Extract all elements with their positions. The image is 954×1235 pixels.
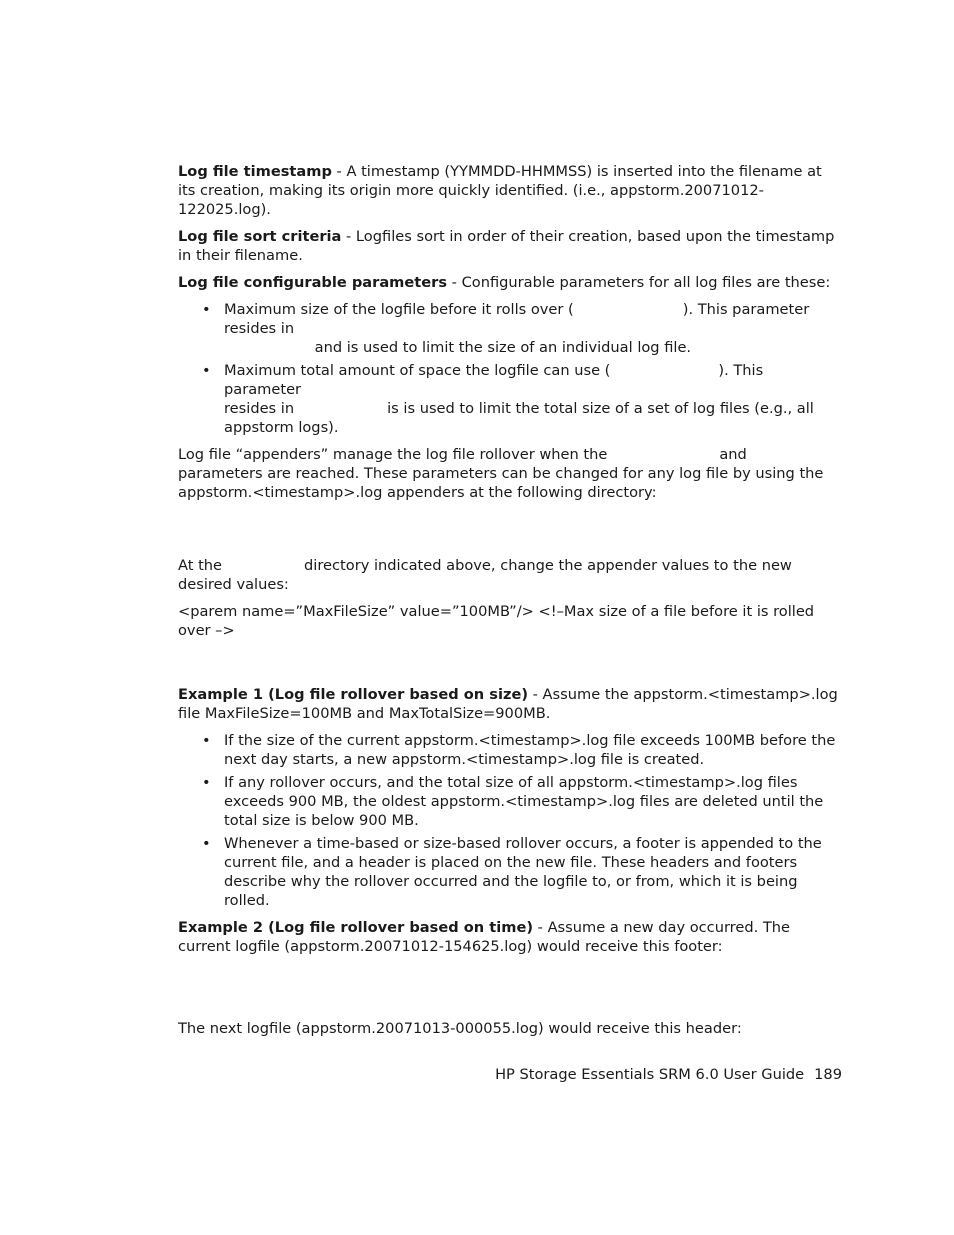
bullet: • [202, 732, 211, 749]
blank-directory-space [178, 510, 842, 556]
bullet: • [202, 362, 211, 379]
config-item1-before: Maximum size of the logfile before it rolls over ( [224, 301, 574, 318]
example2-text: - Assume a new day occurred. The current logfile (appstorm.20071012-154625.log) would receive this footer: [178, 919, 791, 955]
config-item2-before: Maximum total amount of space the logfile can use ( [224, 362, 611, 379]
at-the-paragraph [178, 556, 842, 594]
bullet: • [202, 774, 211, 791]
timestamp-paragraph [178, 162, 842, 219]
example1-bullet-text: Whenever a time-based or size-based rollover occurs, a footer is appended to the current file, and a header is placed on the new file. These headers and footers describe why the rollover occurred and the logfile to, or from, which it is being rolled. [224, 835, 822, 909]
list-item [178, 773, 842, 830]
config-item2-line2b: is is used to limit the total size of a set of log files (e.g., all appstorm logs). [224, 400, 814, 436]
appenders-paragraph [178, 445, 842, 502]
appenders-part2: and [719, 446, 747, 463]
configurable-label: Log file configurable parameters [178, 274, 448, 291]
page-number: 189 [814, 1066, 842, 1083]
next-logfile-paragraph: The next logfile (appstorm.20071013-000055.log) would receive this header: [178, 1020, 742, 1037]
timestamp-text: - A timestamp (YYMMDD-HHMMSS) is inserted into the filename at its creation, making its origin more quickly identified. (i.e., appstorm.20071012-122025.log). [178, 163, 822, 218]
config-item1-after: ). This parameter resides in [224, 301, 810, 337]
list-item [178, 361, 842, 437]
at-the-part2: directory indicated above, change the appender values to the new desired values: [178, 557, 792, 593]
example2-paragraph [178, 918, 842, 956]
appenders-part1: Log file “appenders” manage the log file rollover when the [178, 446, 608, 463]
sort-paragraph [178, 227, 842, 265]
sort-text: - Logfiles sort in order of their creation, based upon the timestamp in their filename. [178, 228, 835, 264]
example1-paragraph [178, 685, 842, 723]
config-item2-line2a: resides in [224, 400, 295, 417]
at-the-part1: At the [178, 557, 223, 574]
example1-list [178, 731, 842, 910]
timestamp-label: Log file timestamp [178, 163, 332, 180]
appenders-part3: parameters are reached. These parameters can be changed for any log file by using the appstorm.<timestamp>.log appenders at the following directory: [178, 465, 824, 501]
example1-bullet-text: If any rollover occurs, and the total size of all appstorm.<timestamp>.log files exceeds 900 MB, the oldest appstorm.<timestamp>.log files are deleted until the total size is below 900 MB. [224, 774, 824, 829]
example1-text: - Assume the appstorm.<timestamp>.log file MaxFileSize=100MB and MaxTotalSize=900MB. [178, 686, 838, 722]
page-footer [0, 1066, 842, 1083]
code-line: <parem name=”MaxFileSize” value=”100MB”/> <!–Max size of a file before it is rolled over –> [178, 603, 815, 639]
bullet: • [202, 301, 211, 318]
config-item2-after: ). This parameter [224, 362, 764, 398]
config-list [178, 300, 842, 437]
configurable-text: - Configurable parameters for all log files are these: [447, 274, 831, 291]
list-item [178, 834, 842, 910]
example1-bullet-text: If the size of the current appstorm.<timestamp>.log file exceeds 100MB before the next day starts, a new appstorm.<timestamp>.log file is created. [224, 732, 836, 768]
bullet: • [202, 835, 211, 852]
guide-title: HP Storage Essentials SRM 6.0 User Guide [495, 1066, 805, 1083]
list-item [178, 300, 842, 357]
blank-space [178, 648, 842, 685]
sort-label: Log file sort criteria [178, 228, 342, 245]
list-item [178, 731, 842, 769]
config-item1-line2: and is used to limit the size of an individual log file. [310, 339, 692, 356]
page-body [178, 162, 842, 1046]
example2-label: Example 2 (Log file rollover based on time) [178, 919, 534, 936]
configurable-paragraph [178, 273, 842, 292]
blank-footer-space [178, 964, 842, 1019]
example1-label: Example 1 (Log file rollover based on size) [178, 686, 529, 703]
